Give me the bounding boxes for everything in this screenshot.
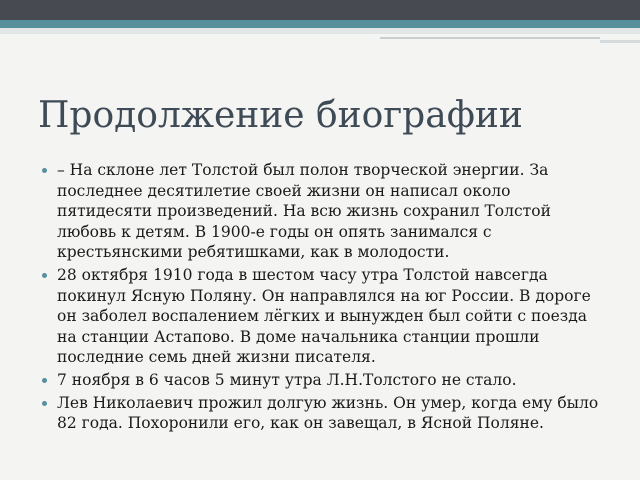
bullet-dot-icon: [42, 378, 47, 383]
header-band-dark: [0, 0, 640, 20]
bullet-text: – На склоне лет Толстой был полон творческой энергии. За последнее десятилетие своей жизни он написал около пятидесяти произведений. На всю жизнь сохранил Толстой любовь к детям. В 1900-е годы он опять занимался с крестьянскими ребятишками, как в молодости.: [57, 161, 551, 262]
bullet-item: [42, 265, 608, 368]
bullet-dot-icon: [42, 273, 47, 278]
bullet-item: [42, 393, 608, 434]
bullet-text: 28 октября 1910 года в шестом часу утра Толстой навсегда покинул Ясную Поляну. Он направлялся на юг России. В дороге он заболел воспалением лёгких и вынужден был сойти с поезда на станции Астапово. В доме начальника станции прошли последние семь дней жизни писателя.: [57, 265, 591, 367]
header-band-accent: [0, 20, 640, 28]
decorative-line: [380, 37, 600, 39]
bullet-dot-icon: [42, 401, 47, 406]
bullet-item: [42, 160, 608, 263]
bullet-text: Лев Николаевич прожил долгую жизнь. Он умер, когда ему было 82 года. Похоронили его, как он завещал, в Ясной Поляне.: [57, 393, 599, 433]
bullet-item: [42, 370, 608, 391]
bullet-list: [42, 160, 608, 436]
header-band-light: [0, 28, 640, 34]
bullet-dot-icon: [42, 168, 47, 173]
bullet-text: 7 ноября в 6 часов 5 минут утра Л.Н.Толстого не стало.: [57, 370, 517, 389]
slide-title: Продолжение биографии: [38, 95, 523, 136]
decorative-line: [600, 40, 640, 43]
